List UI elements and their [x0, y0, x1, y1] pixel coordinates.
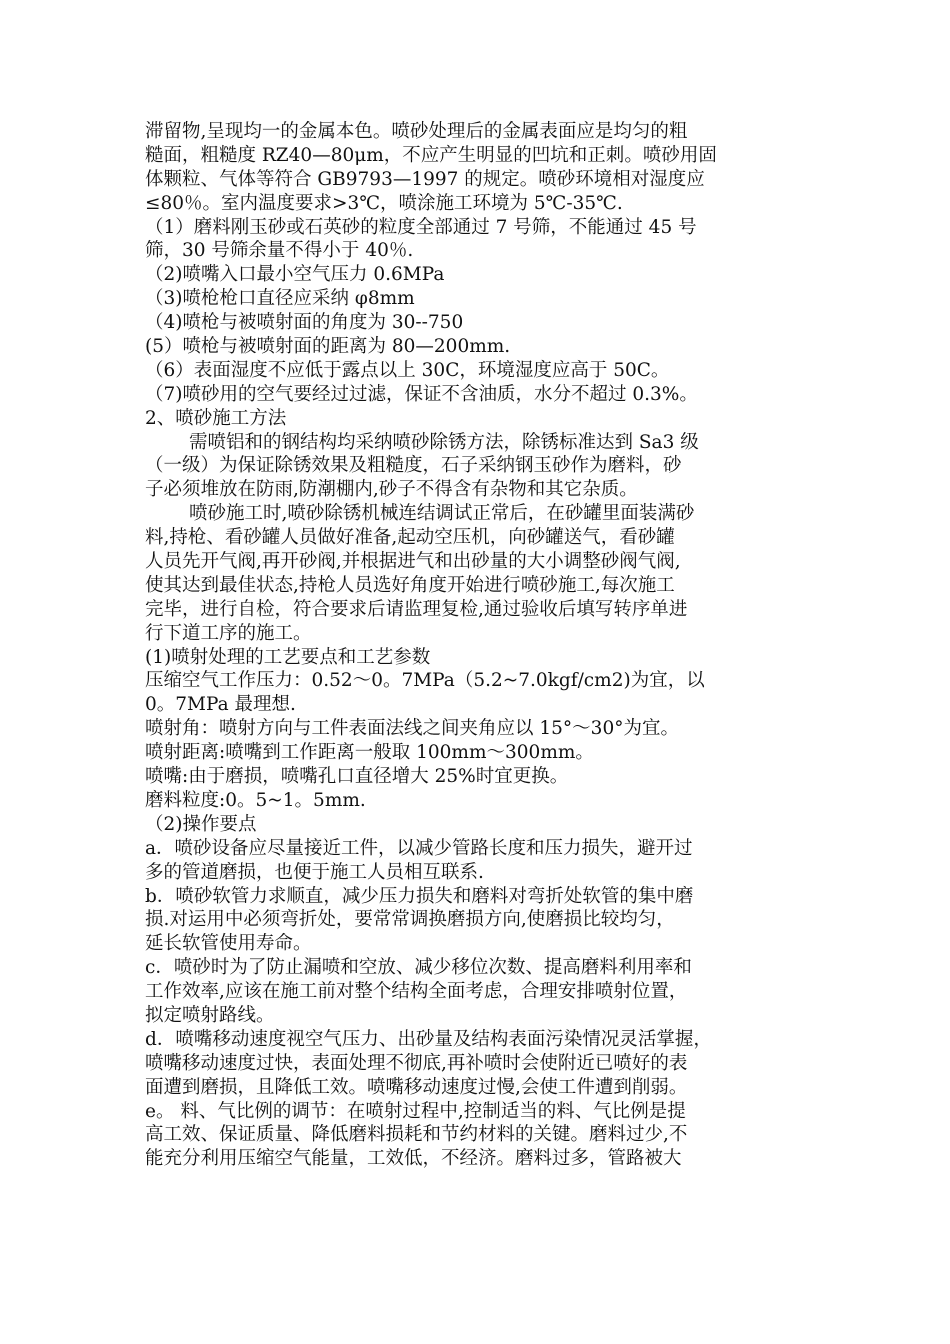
text-line: (5）喷枪与被喷射面的距离为 80—200mm. [145, 336, 511, 358]
text-line: 筛，30 号筛余量不得小于 40％. [145, 240, 414, 262]
text-line: 拟定喷射路线。 [145, 1004, 275, 1026]
text-line: 糙面，粗糙度 RZ40—80μm，不应产生明显的凹坑和正刺。喷砂用固 [145, 144, 717, 166]
subsection-heading: (1)喷射处理的工艺要点和工艺参数 [145, 646, 431, 668]
text-line: 喷嘴:由于磨损，喷嘴孔口直径增大 25%时宜更换。 [145, 766, 569, 788]
text-line: 0。7MPa 最理想. [145, 694, 296, 716]
paragraph-first-line: 需喷铝和的钢结构均采纳喷砂除锈方法，除锈标准达到 Sa3 级 [189, 431, 699, 453]
text-line: 人员先开气阀,再开砂阀,并根据进气和出砂量的大小调整砂阀气阀, [145, 551, 681, 573]
text-line: （2)喷嘴入口最小空气压力 0.6MPa [145, 264, 445, 286]
text-line: 料,持枪、看砂罐人员做好准备,起动空压机，向砂罐送气，看砂罐 [145, 527, 675, 549]
text-line: d．喷嘴移动速度视空气压力、出砂量及结构表面污染情况灵活掌握， [145, 1028, 712, 1050]
text-line: 子必须堆放在防雨,防潮棚内,砂子不得含有杂物和其它杂质。 [145, 479, 638, 501]
text-line: （7)喷砂用的空气要经过过滤，保证不含油质，水分不超过 0.3%。 [145, 383, 698, 405]
subsection-heading: （2)操作要点 [145, 813, 257, 835]
text-line: 延长软管使用寿命。 [145, 933, 312, 955]
text-line: a．喷砂设备应尽量接近工件，以减少管路长度和压力损失，避开过 [145, 837, 693, 859]
text-line: ≤80％。室内温度要求>3℃，喷涂施工环境为 5℃-35℃. [145, 192, 623, 214]
text-line: 能充分利用压缩空气能量，工效低，不经济。磨料过多，管路被大 [145, 1148, 682, 1170]
text-line: 高工效、保证质量、降低磨料损耗和节约材料的关键。磨料过少,不 [145, 1124, 688, 1146]
text-line: （6）表面湿度不应低于露点以上 30C，环境湿度应高于 50C。 [145, 359, 670, 381]
text-line: 喷射距离:喷嘴到工作距离一般取 100mm～300mm。 [145, 742, 594, 764]
text-line: 面遭到磨损，且降低工效。喷嘴移动速度过慢,会使工件遭到削弱。 [145, 1076, 688, 1098]
paragraph-first-line: 喷砂施工时,喷砂除锈机械连结调试正常后，在砂罐里面装满砂 [189, 503, 695, 525]
text-line: 工作效率,应该在施工前对整个结构全面考虑，合理安排喷射位置， [145, 981, 688, 1003]
text-line: c．喷砂时为了防止漏喷和空放、减少移位次数、提高磨料利用率和 [145, 957, 692, 979]
text-line: 多的管道磨损，也便于施工人员相互联系. [145, 861, 484, 883]
text-line: 喷嘴移动速度过快，表面处理不彻底,再补喷时会使附近已喷好的表 [145, 1052, 688, 1074]
text-line: 行下道工序的施工。 [145, 622, 312, 644]
text-line: （3)喷枪枪口直径应采纳 φ8mm [145, 288, 415, 310]
text-line: （一级）为保证除锈效果及粗糙度，石子采纳钢玉砂作为磨料，砂 [145, 455, 682, 477]
document-page [145, 120, 815, 1171]
text-line: 压缩空气工作压力：0.52～0。7MPa（5.2~7.0kgf/cm2)为宜，以 [145, 670, 705, 692]
text-line: 使其达到最佳状态,持枪人员选好角度开始进行喷砂施工,每次施工 [145, 574, 675, 596]
text-line: （4)喷枪与被喷射面的角度为 30--750 [145, 312, 464, 334]
text-line: 体颗粒、气体等符合 GB9793—1997 的规定。喷砂环境相对湿度应 [145, 168, 705, 190]
text-line: （1）磨料刚玉砂或石英砂的粒度全部通过 7 号筛，不能通过 45 号 [145, 216, 697, 238]
section-heading: 2、喷砂施工方法 [145, 407, 287, 429]
text-line: 喷射角：喷射方向与工件表面法线之间夹角应以 15°～30°为宜。 [145, 718, 679, 740]
text-line: 滞留物,呈现均一的金属本色。喷砂处理后的金属表面应是均匀的粗 [145, 121, 688, 142]
text-line: b．喷砂软管力求顺直，减少压力损失和磨料对弯折处软管的集中磨 [145, 885, 694, 907]
text-line: 完毕，进行自检，符合要求后请监理复检,通过验收后填写转序单进 [145, 598, 688, 620]
text-line: 磨料粒度:0。5~1。5mm. [145, 789, 366, 811]
text-line: 损.对运用中必须弯折处，要常常调换磨损方向,使磨损比较均匀， [145, 909, 675, 931]
text-line: e。 料、气比例的调节：在喷射过程中,控制适当的料、气比例是提 [145, 1100, 686, 1122]
